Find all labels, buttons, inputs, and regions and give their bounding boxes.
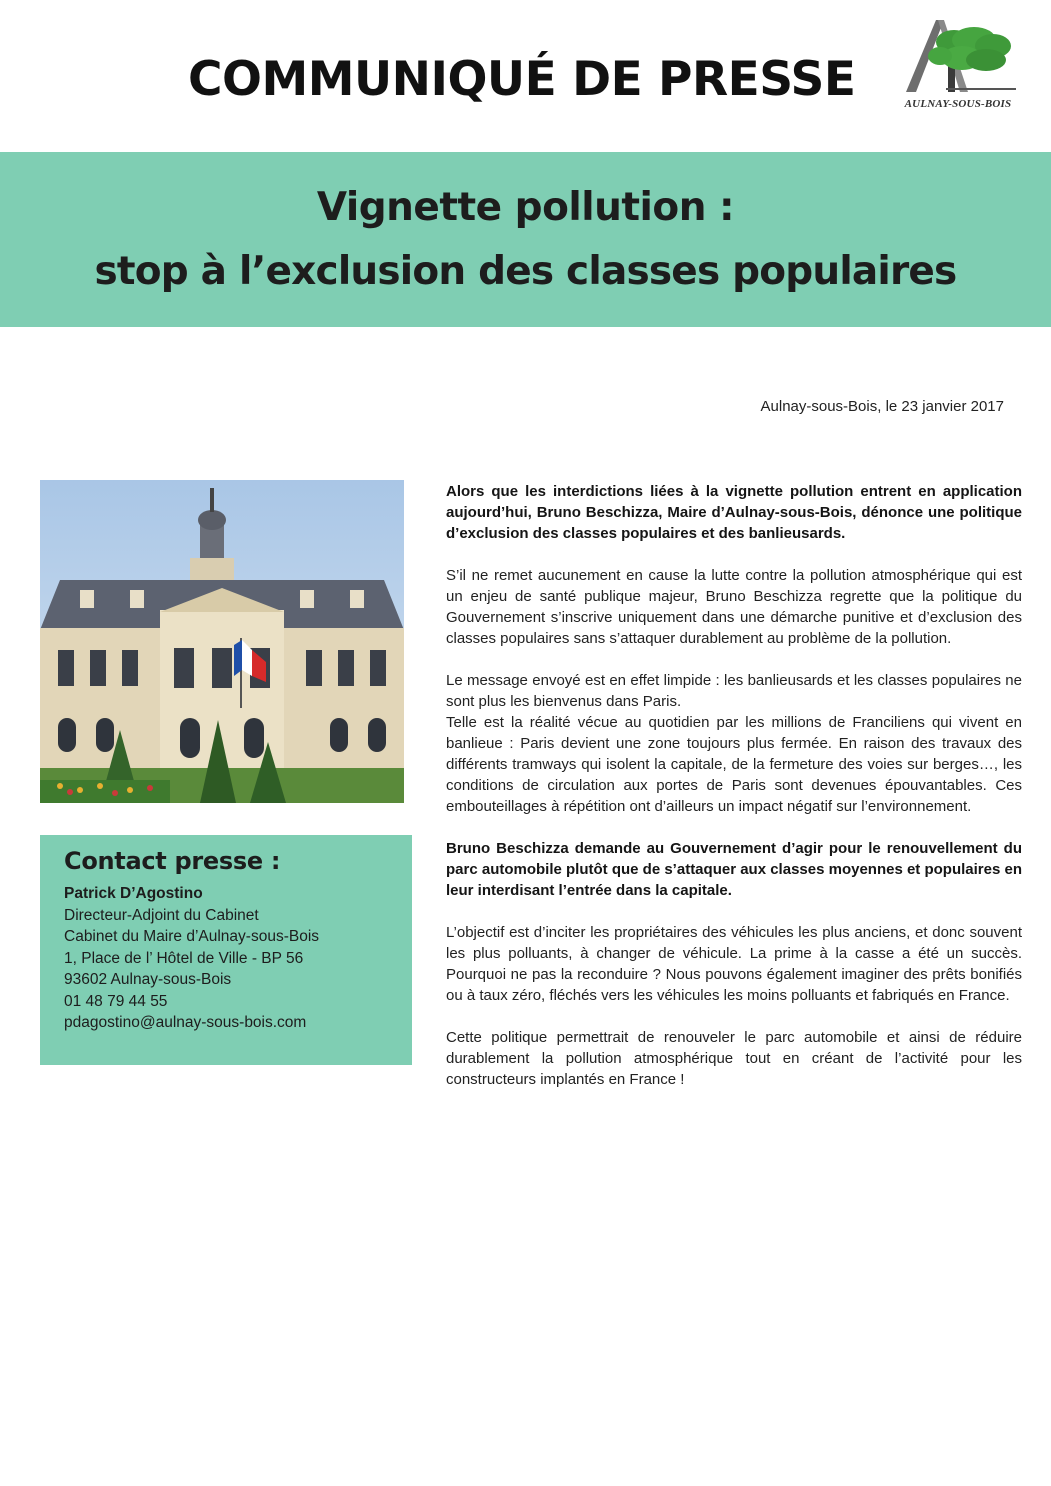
contact-address: 1, Place de l’ Hôtel de Ville - BP 56 — [64, 949, 304, 967]
body-paragraph-7: Cette politique permettrait de renouveler le parc automobile et ainsi de réduire durablement la pollution atmosphérique tout en créant de l’activité pour les constructeurs implantés en France ! — [446, 1029, 1022, 1088]
lead-paragraph: Alors que les interdictions liées à la vignette pollution entrent en application aujourd’hui, Bruno Beschizza, Maire d’Aulnay-sous-Bois, dénonce une politique d’exclusion des classes populaires et des banlieusards. — [446, 483, 1022, 542]
body-paragraph-6: L’objectif est d’inciter les propriétaires des véhicules les plus anciens, et donc souvent les plus polluants, à changer de véhicule. La prime à la casse a été un succès. Pourquoi ne pas la reconduire ? Nous pouvons également imaginer des prêts bonifiés ou à taux zéro, fléchés vers les véhicules les moins polluants et fabriqués en France. — [446, 924, 1022, 1004]
headline-banner — [0, 152, 1051, 327]
logo-caption: AULNAY-SOUS-BOIS — [904, 98, 1012, 110]
headline-line-2: stop à l’exclusion des classes populaires — [94, 249, 957, 294]
aulnay-logo — [898, 14, 1018, 110]
body-paragraph-3: Le message envoyé est en effet limpide : les banlieusards et les classes populaires ne sont plus les bienvenus dans Paris. — [446, 672, 1022, 710]
headline-line-1: Vignette pollution : — [316, 185, 735, 230]
press-release-body — [446, 481, 1022, 1111]
contact-name: Patrick D’Agostino — [64, 885, 203, 902]
contact-heading: Contact presse : — [64, 847, 281, 875]
contact-office: Cabinet du Maire d’Aulnay-sous-Bois — [64, 928, 320, 945]
contact-role: Directeur-Adjoint du Cabinet — [64, 906, 259, 924]
press-release-title: COMMUNIQUÉ DE PRESSE — [188, 52, 856, 107]
tree-logo-icon — [898, 14, 1018, 110]
dateline: Aulnay-sous-Bois, le 23 janvier 2017 — [760, 398, 1004, 415]
body-paragraph-2: S’il ne remet aucunement en cause la lutte contre la pollution atmosphérique qui est un enjeu de santé publique majeur, Bruno Beschizza regrette que la politique du Gouvernement s’inscrive uniquement dans une démarche punitive et d’exclusion des classes populaires sans s’attaquer durablement au problème de la pollution. — [446, 567, 1022, 647]
contact-email[interactable]: pdagostino@aulnay-sous-bois.com — [64, 1014, 307, 1031]
contact-city: 93602 Aulnay-sous-Bois — [64, 971, 232, 988]
body-paragraph-4: Telle est la réalité vécue au quotidien par les millions de Franciliens qui vivent en banlieue : Paris devient une zone toujours plus fermée. En raison des travaux des différents tramways qui isolent la capitale, de la fermeture des voies sur berges…, les conditions de circulation aux portes de Paris sont devenues épouvantables. Ces embouteillages à répétition ont d’ailleurs un impact négatif sur l’environnement. — [446, 714, 1022, 815]
body-paragraph-5: Bruno Beschizza demande au Gouvernement d’agir pour le renouvellement du parc automobile plutôt que de s’attaquer aux classes moyennes et populaires en leur interdisant l’entrée dans la capitale. — [446, 840, 1022, 899]
press-contact-box — [40, 835, 412, 1065]
town-hall-photo — [40, 480, 404, 803]
contact-phone: 01 48 79 44 55 — [64, 992, 168, 1010]
